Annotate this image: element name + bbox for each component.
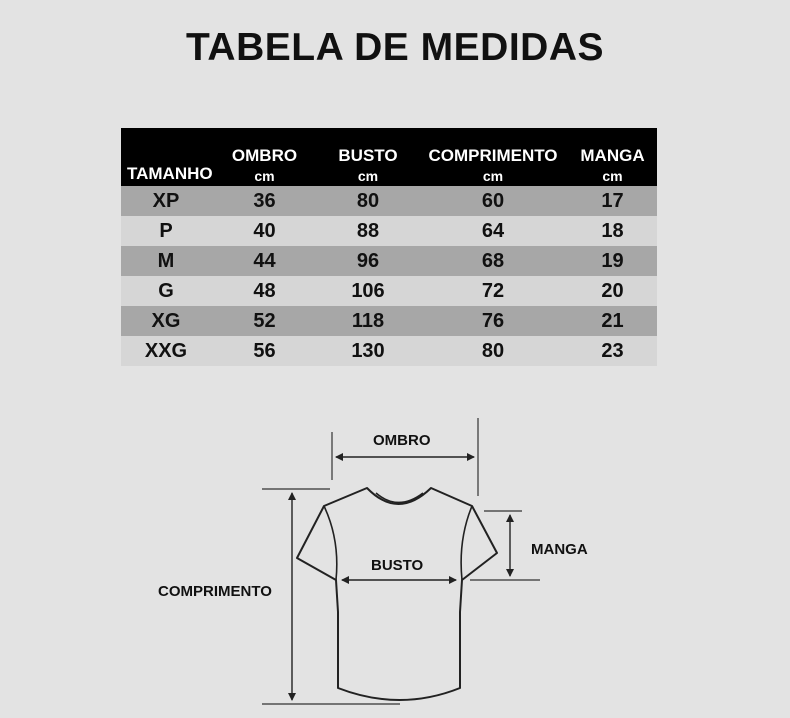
header-busto: BUSTO <box>338 146 398 165</box>
busto-cell: 88 <box>356 219 380 242</box>
comprimento-cell: 68 <box>481 249 505 272</box>
comprimento-cell: 80 <box>481 339 505 362</box>
size-cell: G <box>158 279 174 302</box>
manga-cell: 19 <box>601 249 624 272</box>
header-manga: MANGA <box>580 146 645 165</box>
manga-cell: 23 <box>601 339 624 362</box>
manga-label: MANGA <box>531 541 588 558</box>
ombro-cell: 36 <box>253 189 276 212</box>
size-cell: XG <box>151 309 181 332</box>
busto-cell: 96 <box>356 249 380 272</box>
manga-cell: 18 <box>601 219 624 242</box>
unit-comprimento: cm <box>482 168 504 184</box>
size-cell: P <box>159 219 173 242</box>
ombro-label: OMBRO <box>373 432 431 449</box>
busto-cell: 106 <box>351 279 385 302</box>
unit-manga: cm <box>602 168 623 184</box>
manga-cell: 20 <box>601 279 624 302</box>
size-cell: M <box>157 249 175 272</box>
busto-cell: 80 <box>356 189 380 212</box>
size-cell: XP <box>152 189 180 212</box>
comprimento-cell: 72 <box>481 279 505 302</box>
ombro-cell: 48 <box>253 279 276 302</box>
comprimento-label: COMPRIMENTO <box>158 583 272 600</box>
header-ombro: OMBRO <box>231 146 298 165</box>
header-comprimento: COMPRIMENTO <box>428 146 558 165</box>
header-tamanho: TAMANHO <box>127 164 213 183</box>
manga-cell: 17 <box>601 189 624 212</box>
comprimento-cell: 60 <box>481 189 505 212</box>
size-cell: XXG <box>144 339 188 362</box>
ombro-cell: 40 <box>253 219 276 242</box>
unit-busto: cm <box>357 168 379 184</box>
busto-cell: 118 <box>351 309 385 332</box>
manga-cell: 21 <box>601 309 624 332</box>
unit-ombro: cm <box>254 168 275 184</box>
ombro-cell: 56 <box>253 339 276 362</box>
ombro-cell: 52 <box>253 309 276 332</box>
busto-label: BUSTO <box>371 557 424 574</box>
comprimento-cell: 76 <box>481 309 505 332</box>
busto-cell: 130 <box>351 339 385 362</box>
page-title: TABELA DE MEDIDAS <box>186 26 604 69</box>
comprimento-cell: 64 <box>481 219 505 242</box>
ombro-cell: 44 <box>253 249 276 272</box>
